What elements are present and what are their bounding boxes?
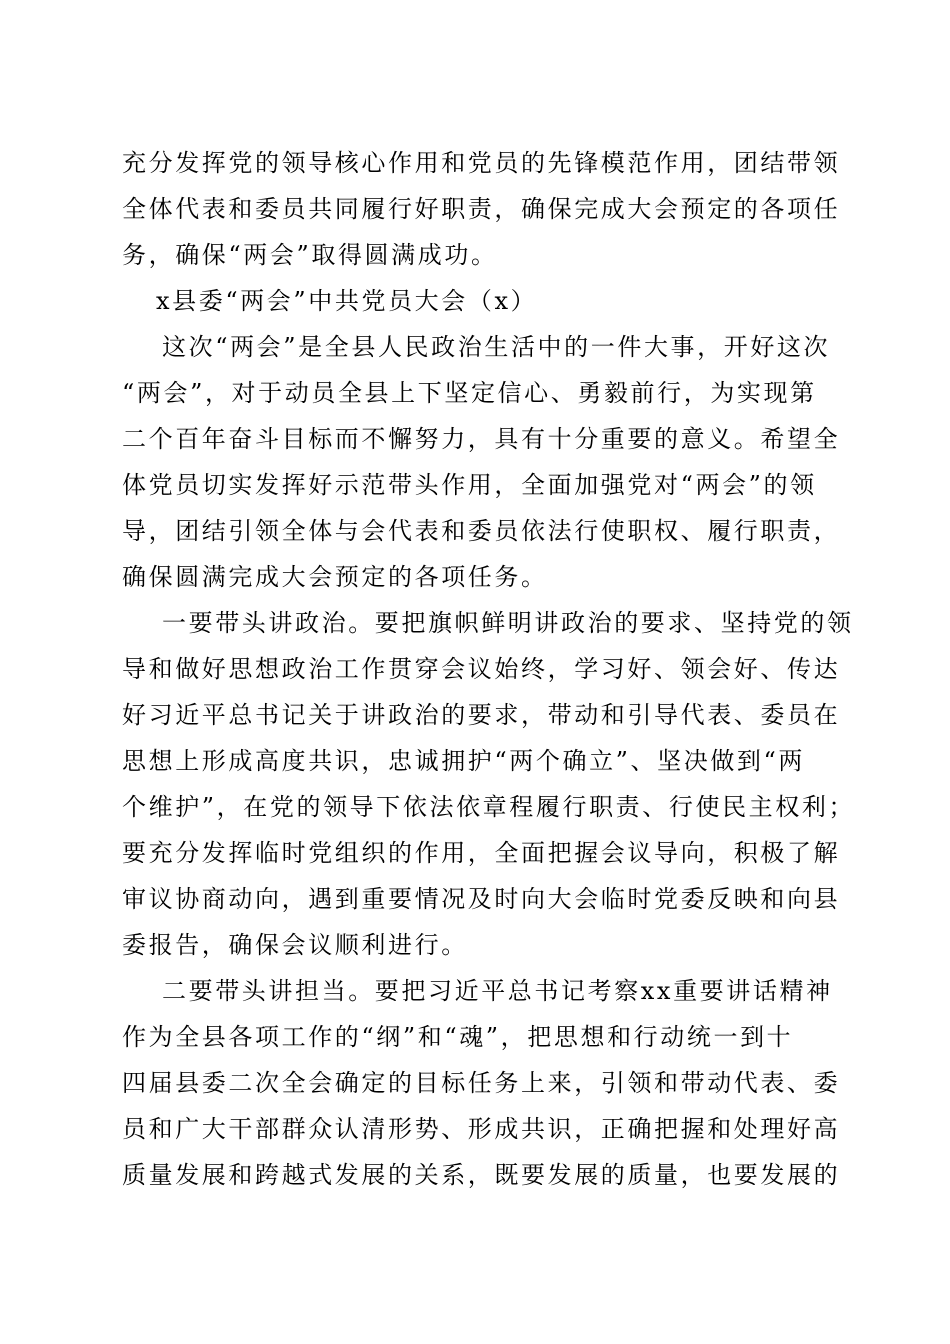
text-line: 二要带头讲担当。要把习近平总书记考察xx重要讲话精神 [162,977,833,1005]
text-line: 务，确保“两会”取得圆满成功。 [122,241,498,269]
text-line: 审议协商动向，遇到重要情况及时向大会临时党委反映和向县 [122,885,841,913]
text-line: 二个百年奋斗目标而不懈努力，具有十分重要的意义。希望全 [122,425,841,453]
text-line: 作为全县各项工作的“纲”和“魂”，把思想和行动统一到十 [122,1023,794,1051]
paragraph-point-one [122,600,856,968]
document-body [122,140,856,1198]
paragraph-point-two [122,968,841,1198]
text-line: 全体代表和委员共同履行好职责，确保完成大会预定的各项任 [122,195,841,223]
paragraph-continuation [122,140,841,278]
paragraph-heading [122,278,828,324]
text-line: 思想上形成高度共识，忠诚拥护“两个确立”、坚决做到“两 [122,747,806,775]
text-line: 一要带头讲政治。要把旗帜鲜明讲政治的要求、坚持党的领 [162,609,854,637]
text-line: “两会”，对于动员全县上下坚定信心、勇毅前行，为实现第 [122,379,817,407]
text-line: 个维护”，在党的领导下依法依章程履行职责、行使民主权利； [122,793,856,821]
text-line: 质量发展和跨越式发展的关系，既要发展的质量，也要发展的 [122,1161,841,1189]
text-line: 员和广大干部群众认清形势、形成共识，正确把握和处理好高 [122,1115,841,1143]
text-line: 四届县委二次全会确定的目标任务上来，引领和带动代表、委 [122,1069,841,1097]
text-line: 确保圆满完成大会预定的各项任务。 [122,563,548,591]
text-line: 要充分发挥临时党组织的作用，全面把握会议导向，积极了解 [122,839,841,867]
text-line: 体党员切实发挥好示范带头作用，全面加强党对“两会”的领 [122,471,817,499]
text-line: 充分发挥党的领导核心作用和党员的先锋模范作用，团结带领 [122,149,841,177]
text-line: 好习近平总书记关于讲政治的要求，带动和引导代表、委员在 [122,701,841,729]
section-heading: x县委“两会”中共党员大会（x） [156,287,538,315]
text-line: 这次“两会”是全县人民政治生活中的一件大事，开好这次 [162,333,831,361]
text-line: 导和做好思想政治工作贯穿会议始终，学习好、领会好、传达 [122,655,841,683]
text-line: 导，团结引领全体与会代表和委员依法行使职权、履行职责， [122,517,841,545]
text-line: 委报告，确保会议顺利进行。 [122,931,468,959]
paragraph-intro [122,324,841,600]
